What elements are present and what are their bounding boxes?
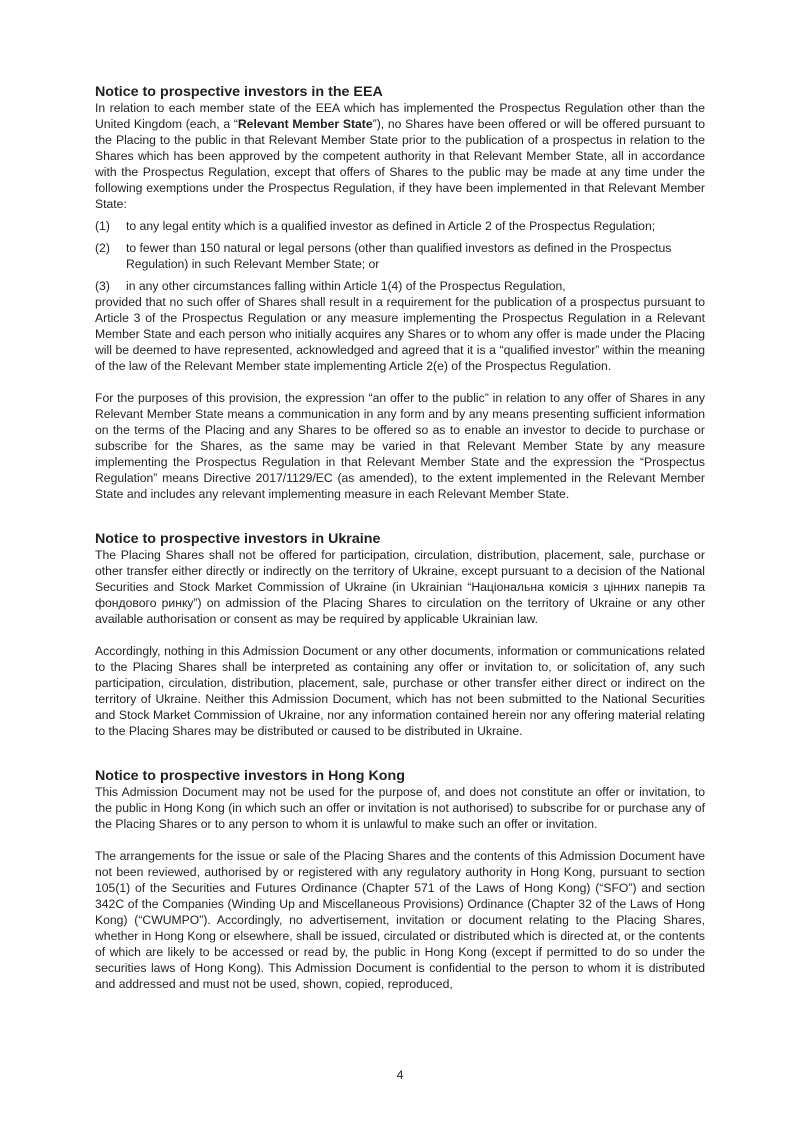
eea-intro-before: In relation to each member state of the EEA which has implemented the Prospectus Regulation other than the United Kingdom (each, a “ <box>95 101 705 131</box>
eea-intro-paragraph <box>95 100 705 212</box>
list-item-text: to any legal entity which is a qualified investor as defined in Article 2 of the Prospectus Regulation; <box>126 219 656 233</box>
list-item-text: in any other circumstances falling within Article 1(4) of the Prospectus Regulation, <box>126 279 566 293</box>
section-heading-hong-kong: Notice to prospective investors in Hong Kong <box>95 768 405 784</box>
ukraine-paragraph-1: The Placing Shares shall not be offered for participation, circulation, distribution, placement, sale, purchase or other transfer either directly or indirectly on the territory of Ukraine, except pursuant to a decision of the National Securities and Stock Market Commission of Ukraine (in Ukrainian “Національна комісія з цінних паперів та фондового ринку”) on admission of the Placing Shares to circulation on the territory of Ukraine or any other available authorisation or consent as may be required by applicable Ukrainian law. <box>95 548 705 626</box>
list-item-number: (3) <box>95 279 110 293</box>
list-item-text: to fewer than 150 natural or legal persons (other than qualified investors as defined in the Prospectus Regulation) in such Relevant Member State; or <box>126 241 672 271</box>
section-hong-kong <box>95 768 705 992</box>
hong-kong-paragraph-2: The arrangements for the issue or sale of the Placing Shares and the contents of this Admission Document have not been reviewed, authorised by or registered with any regulatory authority in Hong Kong, pursuant to section 105(1) of the Securities and Futures Ordinance (Chapter 571 of the Laws of Hong Kong) (“SFO”) and section 342C of the Companies (Winding Up and Miscellaneous Provisions) Ordinance (Chapter 32 of the Laws of Hong Kong) (“CWUMPO”). Accordingly, no advertisement, invitation or document relating to the Placing Shares, whether in Hong Kong or elsewhere, shall be issued, circulated or distributed which is directed at, or the contents of which are likely to be accessed or read by, the public in Hong Kong (except if permitted to do so under the securities laws of Hong Kong). This Admission Document is confidential to the person to whom it is distributed and addressed and must not be used, shown, copied, reproduced, <box>95 849 705 991</box>
section-heading-eea: Notice to prospective investors in the EEA <box>95 84 383 100</box>
eea-paragraph-provided: provided that no such offer of Shares shall result in a requirement for the publication of a prospectus pursuant to Article 3 of the Prospectus Regulation or any measure implementing the Prospectus Regulation in a Relevant Member State and each person who initially acquires any Shares or to whom any offer is made under the Placing will be deemed to have represented, acknowledged and agreed that it is a “qualified investor” within the meaning of the law of the Relevant Member state implementing Article 2(e) of the Prospectus Regulation. <box>95 295 705 373</box>
eea-intro-after: ”), no Shares have been offered or will be offered pursuant to the Placing to the public in that Relevant Member State prior to the publication of a prospectus in relation to the Shares which has been approved by the competent authority in that Relevant Member State, all in accordance with the Prospectus Regulation, except that offers of Shares to the public may be made at any time under the following exemptions under the Prospectus Regulation, if they have been implemented in that Relevant Member State: <box>95 117 705 211</box>
list-item <box>95 278 705 294</box>
list-item-number: (2) <box>95 241 110 255</box>
section-ukraine <box>95 531 705 739</box>
list-item <box>95 240 705 272</box>
ukraine-paragraph-2: Accordingly, nothing in this Admission Document or any other documents, information or communications related to the Placing Shares shall be interpreted as containing any offer or invitation to, or solicitation of, any such participation, circulation, distribution, placement, sale, purchase or other transfer either direct or indirect on the territory of Ukraine. Neither this Admission Document, which has not been submitted to the National Securities and Stock Market Commission of Ukraine, nor any information contained herein nor any offering material relating to the Placing Shares may be distributed or caused to be distributed in Ukraine. <box>95 644 705 738</box>
section-spacer <box>95 739 705 768</box>
section-eea <box>95 84 705 502</box>
list-item <box>95 218 705 234</box>
section-spacer <box>95 502 705 531</box>
section-heading-ukraine: Notice to prospective investors in Ukraine <box>95 531 381 547</box>
eea-intro-defined-term: Relevant Member State <box>237 117 373 131</box>
page-number: 4 <box>396 1068 404 1082</box>
document-page <box>95 84 705 992</box>
hong-kong-paragraph-1: This Admission Document may not be used for the purpose of, and does not constitute an offer or invitation, to the public in Hong Kong (in which such an offer or invitation is not authorised) to subscribe for or purchase any of the Placing Shares or to any person to whom it is unlawful to make such an offer or invitation. <box>95 785 705 831</box>
list-item-number: (1) <box>95 219 110 233</box>
eea-paragraph-definitions: For the purposes of this provision, the expression “an offer to the public” in relation to any offer of Shares in any Relevant Member State means a communication in any form and by any means presenting sufficient information on the terms of the Placing and any Shares to be offered so as to enable an investor to decide to purchase or subscribe for the Shares, as the same may be varied in that Relevant Member State by any measure implementing the Prospectus Regulation in that Relevant Member State and the expression the “Prospectus Regulation” means Directive 2017/1129/EC (as amended), to the extent implemented in the Relevant Member State and includes any relevant implementing measure in each Relevant Member State. <box>95 391 705 501</box>
